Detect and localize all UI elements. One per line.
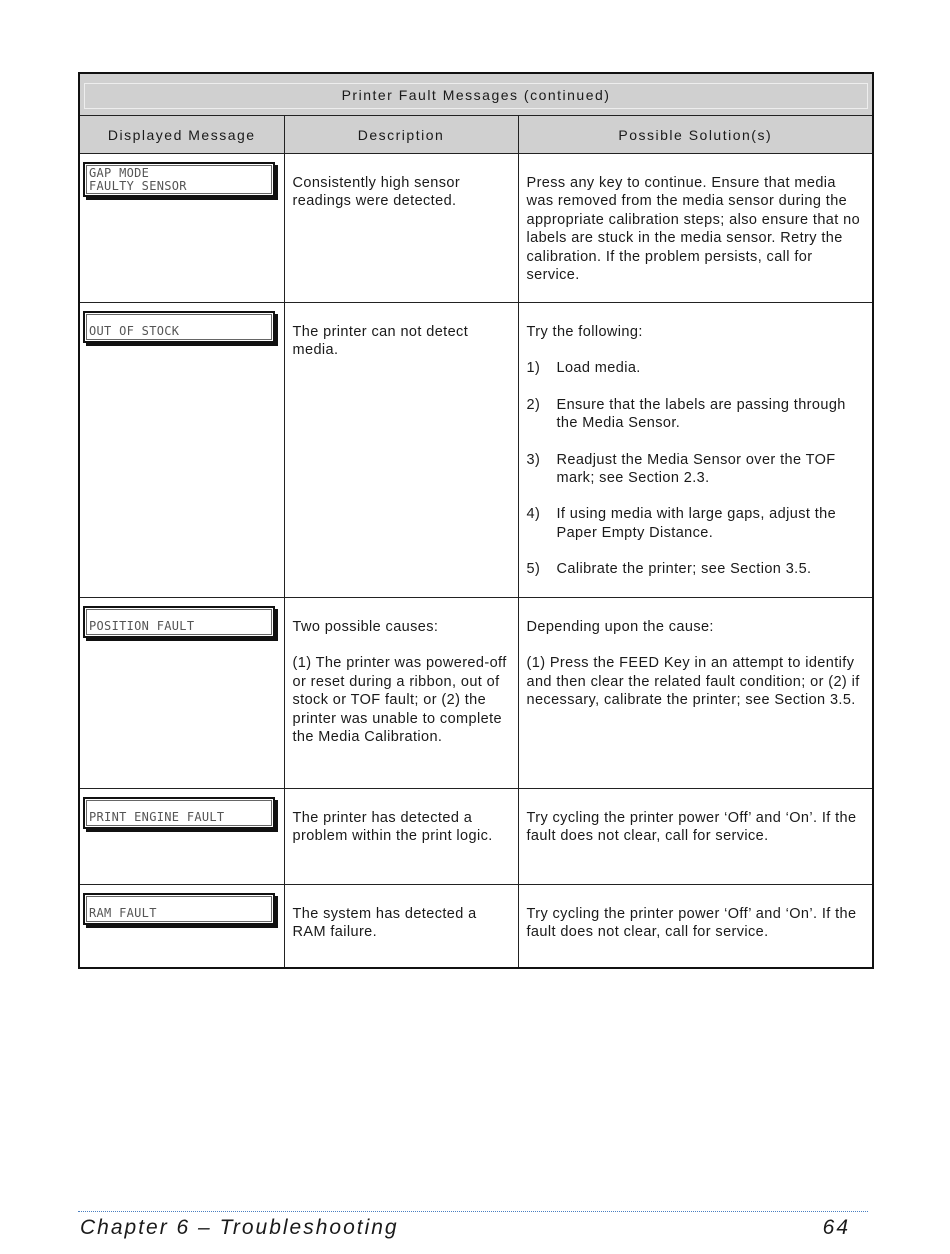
solution-cell [518,598,873,789]
step-text: Readjust the Media Sensor over the TOF mark; see Section 2.3. [556,451,836,487]
description-text: Two possible causes: [292,619,439,635]
header-displayed-message: Displayed Message [79,116,284,154]
message-cell [79,303,284,598]
table-title-text: Printer Fault Messages (continued) [341,86,611,103]
lcd-line: GAP MODE [89,166,150,180]
solution-cell [518,885,873,968]
table-row [79,154,873,303]
lcd-display [83,162,275,197]
footer-page-number: 64 [822,1216,850,1239]
fault-messages-table [78,72,874,969]
footer-chapter: Chapter 6 – Troubleshooting [80,1216,399,1239]
lcd-display [83,797,275,829]
step-text: Calibrate the printer; see Section 3.5. [556,561,812,578]
solution-text: Press any key to continue. Ensure that media was removed from the media sensor during the appropriate calibration steps; also ensure that no labels are stuck in the media sensor. Retry the calibration. If the problem persists, call for service. [526,175,861,284]
header-possible-solutions: Possible Solution(s) [518,116,873,154]
message-cell [79,789,284,885]
lcd-line: RAM FAULT [89,906,157,920]
lcd-line: OUT OF STOCK [89,324,180,338]
footer-divider [78,1211,868,1212]
step-number: 1) [526,360,541,377]
list-item [527,505,865,542]
table-row [79,885,873,968]
message-cell [79,154,284,303]
message-cell [79,598,284,789]
description-cell [284,598,518,789]
step-number: 2) [526,396,541,413]
step-text: If using media with large gaps, adjust the Paper Empty Distance. [556,506,837,541]
message-cell [79,885,284,968]
step-number: 3) [526,451,541,468]
description-text: The printer has detected a problem within the print logic. [292,810,493,845]
solution-text: Depending upon the cause: [526,619,714,635]
list-item [527,560,865,578]
table-row [79,789,873,885]
description-text: The system has detected a RAM failure. [292,906,477,941]
solution-cell [518,303,873,598]
table-title [79,73,873,116]
description-text: (1) The printer was powered-off or reset during a ribbon, out of stock or TOF fault; or (2) the printer was unable to complete the Media Calibration. [292,655,507,746]
lcd-display [83,893,275,925]
description-cell [284,885,518,968]
solution-text: Try cycling the printer power ‘Off’ and ‘On’. If the fault does not clear, call for service. [526,906,857,941]
list-item [527,451,865,488]
lcd-line: FAULTY SENSOR [89,179,187,193]
list-item [527,396,865,433]
step-number: 4) [526,506,541,523]
lcd-display [83,606,275,638]
step-number: 5) [526,561,541,578]
description-cell [284,789,518,885]
description-cell [284,154,518,303]
table-row [79,303,873,598]
step-text: Ensure that the labels are passing through the Media Sensor. [556,396,846,432]
description-text: Consistently high sensor readings were detected. [292,175,461,210]
solution-text: Try cycling the printer power ‘Off’ and ‘On’. If the fault does not clear, call for service. [526,810,857,845]
header-description: Description [284,116,518,154]
description-text: The printer can not detect media. [292,324,469,359]
lcd-display [83,311,275,343]
table-row [79,598,873,789]
lcd-line: PRINT ENGINE FAULT [89,810,225,824]
description-cell [284,303,518,598]
lcd-line: POSITION FAULT [89,619,195,633]
solution-text: (1) Press the FEED Key in an attempt to identify and then clear the related fault condition; or (2) if necessary, calibrate the printer; see Section 3.5. [526,655,860,709]
solution-steps [527,359,865,578]
list-item [527,359,865,377]
step-text: Load media. [556,360,641,377]
solution-cell [518,154,873,303]
solution-text: Try the following: [526,324,643,340]
solution-cell [518,789,873,885]
